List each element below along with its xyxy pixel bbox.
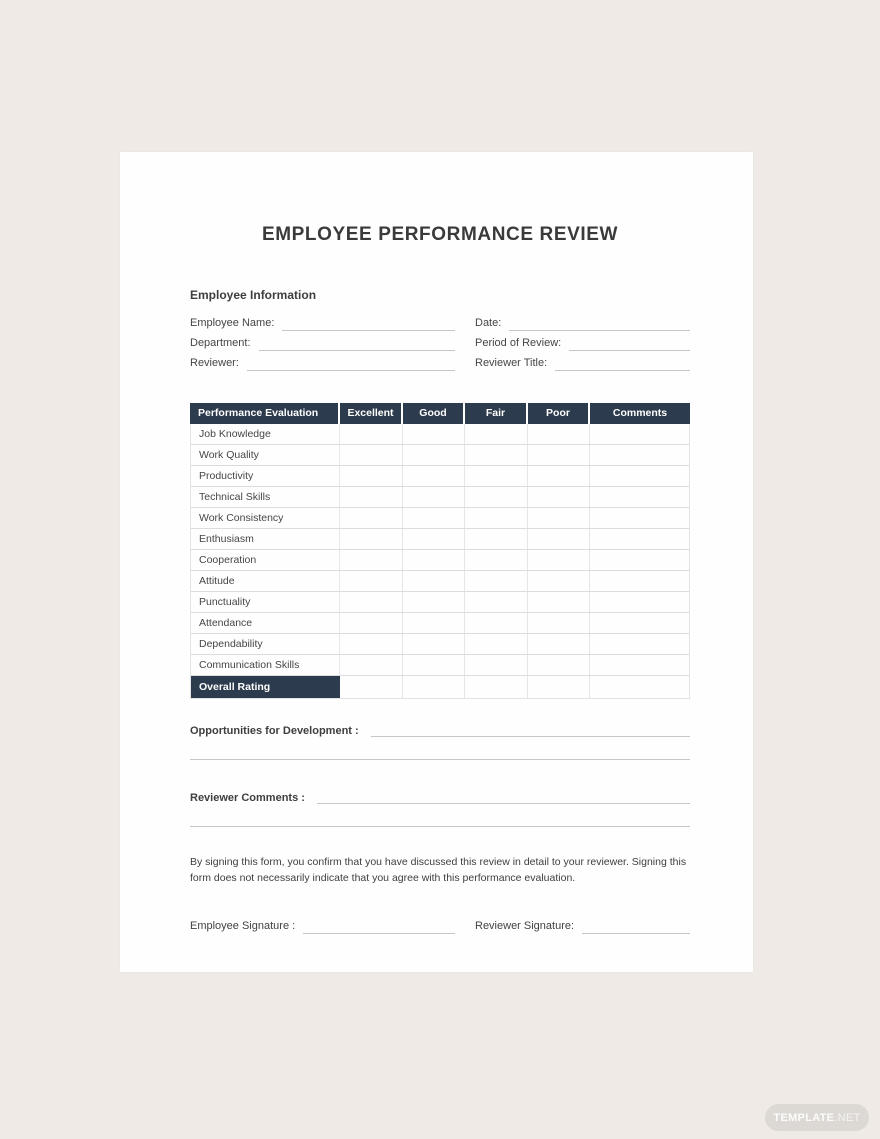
employee-info-fields xyxy=(190,311,690,371)
rating-cell-excellent[interactable] xyxy=(340,424,403,444)
rating-cell-excellent[interactable] xyxy=(340,487,403,507)
rating-cell-excellent[interactable] xyxy=(340,676,403,698)
rating-cell-excellent[interactable] xyxy=(340,529,403,549)
field-reviewer-title xyxy=(475,351,690,371)
rating-cell-fair[interactable] xyxy=(465,487,528,507)
rating-cell-poor[interactable] xyxy=(528,445,590,465)
rating-cell-excellent[interactable] xyxy=(340,571,403,591)
table-row-enthusiasm xyxy=(191,529,689,550)
employee-name-label: Employee Name: xyxy=(190,317,275,329)
reviewer-comments-input-line-1[interactable] xyxy=(317,789,690,804)
rating-cell-poor[interactable] xyxy=(528,676,590,698)
criterion-label: Job Knowledge xyxy=(191,424,340,444)
table-row-job-knowledge xyxy=(191,424,689,445)
table-row-work-quality xyxy=(191,445,689,466)
template-net-badge xyxy=(765,1104,869,1131)
criterion-label: Punctuality xyxy=(191,592,340,612)
table-row-communication-skills xyxy=(191,655,689,676)
rating-cell-good[interactable] xyxy=(403,592,465,612)
rating-cell-good[interactable] xyxy=(403,571,465,591)
table-body xyxy=(190,424,690,699)
comments-cell[interactable] xyxy=(590,550,690,570)
rating-cell-excellent[interactable] xyxy=(340,613,403,633)
rating-cell-poor[interactable] xyxy=(528,655,590,675)
template-net-brand-text: TEMPLATE xyxy=(773,1111,835,1124)
comments-cell[interactable] xyxy=(590,655,690,675)
comments-cell[interactable] xyxy=(590,529,690,549)
rating-cell-fair[interactable] xyxy=(465,613,528,633)
table-row-cooperation xyxy=(191,550,689,571)
header-comments: Comments xyxy=(590,403,690,424)
signing-disclaimer-text: By signing this form, you confirm that you have discussed this review in detail to your reviewer. Signing this form does not necessarily indicate that you agree with this performance evaluation. xyxy=(190,856,687,885)
rating-cell-poor[interactable] xyxy=(528,508,590,528)
date-input-line[interactable] xyxy=(509,315,690,331)
rating-cell-excellent[interactable] xyxy=(340,550,403,570)
signatures-row xyxy=(190,912,690,934)
table-row-overall-rating xyxy=(191,676,689,698)
rating-cell-good[interactable] xyxy=(403,487,465,507)
table-row-attitude xyxy=(191,571,689,592)
employee-signature-field xyxy=(190,912,455,934)
reviewer-signature-label: Reviewer Signature: xyxy=(475,919,575,932)
employee-information-heading: Employee Information xyxy=(190,288,317,302)
criterion-label: Communication Skills xyxy=(191,655,340,675)
comments-cell[interactable] xyxy=(590,445,690,465)
header-performance-evaluation: Performance Evaluation xyxy=(190,403,340,424)
header-fair: Fair xyxy=(465,403,528,424)
reviewer-signature-line[interactable] xyxy=(582,918,690,934)
performance-evaluation-table xyxy=(190,403,690,699)
rating-cell-good[interactable] xyxy=(403,613,465,633)
rating-cell-fair[interactable] xyxy=(465,424,528,444)
reviewer-comments-block xyxy=(190,789,690,827)
rating-cell-excellent[interactable] xyxy=(340,655,403,675)
comments-cell[interactable] xyxy=(590,466,690,486)
rating-cell-poor[interactable] xyxy=(528,424,590,444)
reviewer-signature-field xyxy=(475,912,690,934)
comments-cell[interactable] xyxy=(590,592,690,612)
criterion-label: Attitude xyxy=(191,571,340,591)
rating-cell-fair[interactable] xyxy=(465,508,528,528)
reviewer-comments-input-line-2[interactable] xyxy=(190,804,690,827)
criterion-label: Work Quality xyxy=(191,445,340,465)
criterion-label: Work Consistency xyxy=(191,508,340,528)
comments-cell[interactable] xyxy=(590,487,690,507)
criterion-label: Enthusiasm xyxy=(191,529,340,549)
rating-cell-good[interactable] xyxy=(403,676,465,698)
rating-cell-poor[interactable] xyxy=(528,466,590,486)
criterion-label: Attendance xyxy=(191,613,340,633)
rating-cell-fair[interactable] xyxy=(465,529,528,549)
reviewer-label: Reviewer: xyxy=(190,357,239,369)
rating-cell-good[interactable] xyxy=(403,529,465,549)
comments-cell[interactable] xyxy=(590,424,690,444)
table-header-row xyxy=(190,403,690,424)
rating-cell-excellent[interactable] xyxy=(340,634,403,654)
table-row-dependability xyxy=(191,634,689,655)
table-row-work-consistency xyxy=(191,508,689,529)
opportunities-for-development-label: Opportunities for Development : xyxy=(190,725,359,737)
rating-cell-fair[interactable] xyxy=(465,550,528,570)
comments-cell[interactable] xyxy=(590,634,690,654)
criterion-label: Technical Skills xyxy=(191,487,340,507)
comments-cell[interactable] xyxy=(590,508,690,528)
reviewer-title-label: Reviewer Title: xyxy=(475,357,548,369)
header-poor: Poor xyxy=(528,403,590,424)
rating-cell-fair[interactable] xyxy=(465,592,528,612)
development-input-line-1[interactable] xyxy=(371,722,690,737)
reviewer-input-line[interactable] xyxy=(247,355,455,371)
rating-cell-poor[interactable] xyxy=(528,529,590,549)
date-label: Date: xyxy=(475,317,502,329)
rating-cell-fair[interactable] xyxy=(465,466,528,486)
header-excellent: Excellent xyxy=(340,403,403,424)
comments-cell[interactable] xyxy=(590,571,690,591)
comments-cell[interactable] xyxy=(590,676,690,698)
period-of-review-label: Period of Review: xyxy=(475,337,562,349)
reviewer-title-input-line[interactable] xyxy=(555,355,690,371)
rating-cell-fair[interactable] xyxy=(465,676,528,698)
rating-cell-good[interactable] xyxy=(403,508,465,528)
field-reviewer xyxy=(190,351,455,371)
rating-cell-excellent[interactable] xyxy=(340,466,403,486)
table-row-punctuality xyxy=(191,592,689,613)
field-employee-name xyxy=(190,311,455,331)
rating-cell-poor[interactable] xyxy=(528,550,590,570)
rating-cell-poor[interactable] xyxy=(528,487,590,507)
page-title: EMPLOYEE PERFORMANCE REVIEW xyxy=(261,224,619,245)
rating-cell-poor[interactable] xyxy=(528,592,590,612)
criterion-label: Cooperation xyxy=(191,550,340,570)
table-row-productivity xyxy=(191,466,689,487)
rating-cell-excellent[interactable] xyxy=(340,445,403,465)
rating-cell-excellent[interactable] xyxy=(340,508,403,528)
rating-cell-good[interactable] xyxy=(403,424,465,444)
rating-cell-fair[interactable] xyxy=(465,445,528,465)
criterion-label: Productivity xyxy=(191,466,340,486)
development-input-line-2[interactable] xyxy=(190,737,690,760)
rating-cell-good[interactable] xyxy=(403,445,465,465)
period-of-review-input-line[interactable] xyxy=(569,335,690,351)
rating-cell-poor[interactable] xyxy=(528,571,590,591)
template-net-suffix-text: .NET xyxy=(834,1111,861,1124)
criterion-label: Dependability xyxy=(191,634,340,654)
table-row-technical-skills xyxy=(191,487,689,508)
rating-cell-poor[interactable] xyxy=(528,613,590,633)
employee-signature-label: Employee Signature : xyxy=(190,919,296,932)
rating-cell-fair[interactable] xyxy=(465,655,528,675)
field-department xyxy=(190,331,455,351)
rating-cell-good[interactable] xyxy=(403,466,465,486)
rating-cell-poor[interactable] xyxy=(528,634,590,654)
field-date xyxy=(475,311,690,331)
department-label: Department: xyxy=(190,337,251,349)
employee-signature-line[interactable] xyxy=(303,918,455,934)
field-period-of-review xyxy=(475,331,690,351)
header-good: Good xyxy=(403,403,465,424)
rating-cell-excellent[interactable] xyxy=(340,592,403,612)
document-page xyxy=(120,152,753,972)
rating-cell-fair[interactable] xyxy=(465,571,528,591)
rating-cell-good[interactable] xyxy=(403,634,465,654)
employee-name-input-line[interactable] xyxy=(282,315,455,331)
comments-cell[interactable] xyxy=(590,613,690,633)
rating-cell-good[interactable] xyxy=(403,655,465,675)
reviewer-comments-label: Reviewer Comments : xyxy=(190,792,305,804)
opportunities-for-development-block xyxy=(190,722,690,760)
rating-cell-fair[interactable] xyxy=(465,634,528,654)
table-row-attendance xyxy=(191,613,689,634)
rating-cell-good[interactable] xyxy=(403,550,465,570)
department-input-line[interactable] xyxy=(259,335,455,351)
overall-rating-label: Overall Rating xyxy=(191,676,340,698)
